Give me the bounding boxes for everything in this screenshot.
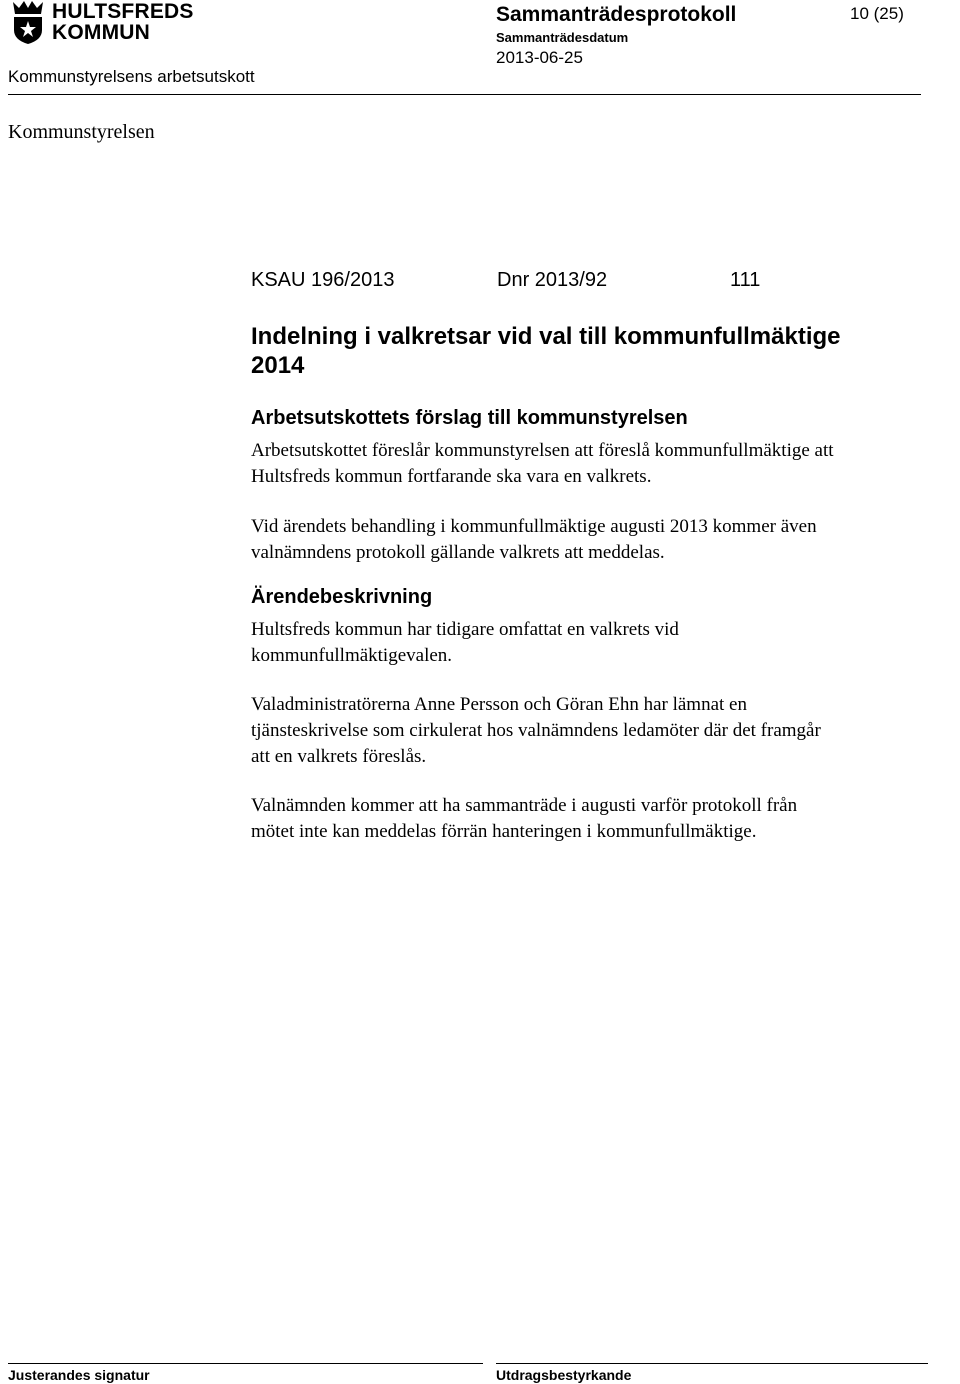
header-divider (8, 94, 921, 95)
ksau-number: KSAU 196/2013 (251, 269, 395, 291)
meeting-date: 2013-06-25 (496, 48, 583, 67)
case-title-line-2: 2014 (251, 352, 305, 379)
signature-label: Justerandes signatur (8, 1367, 150, 1383)
logo-line-2: KOMMUN (52, 21, 151, 44)
description-heading: Ärendebeskrivning (251, 586, 433, 608)
proposal-heading: Arbetsutskottets förslag till kommunstyrelsen (251, 407, 688, 429)
recipient-heading: Kommunstyrelsen (8, 121, 155, 143)
text-line: kommunfullmäktigevalen. (251, 645, 453, 666)
case-reference (251, 269, 760, 292)
case-title-line-1: Indelning i valkretsar vid val till kommunfullmäktige (251, 323, 841, 350)
logo-line-1: HULTSFREDS (52, 0, 194, 23)
document-title: Sammanträdesprotokoll (496, 3, 737, 26)
paragraph-proposal (251, 438, 941, 490)
paragraph-description (251, 617, 941, 669)
text-line: att en valkrets föreslås. (251, 746, 427, 767)
meeting-date-label: Sammanträdesdatum (496, 30, 629, 45)
text-line: Hultsfreds kommun fortfarande ska vara en valkrets. (251, 466, 652, 487)
page-number: 10 (25) (850, 4, 904, 23)
paragraph-number: 111 (730, 269, 761, 291)
text-line: valnämndens protokoll gällande valkrets att meddelas. (251, 542, 665, 563)
text-line: Valadministratörerna Anne Persson och Göran Ehn har lämnat en (251, 694, 747, 715)
text-line: Valnämnden kommer att ha sammanträde i augusti varför protokoll från (251, 795, 798, 816)
text-line: mötet inte kan meddelas förrän hanteringen i kommunfullmäktige. (251, 821, 757, 842)
paragraph-treatment (251, 514, 941, 566)
paragraph-administrators (251, 692, 941, 770)
crown-crest-icon (10, 0, 46, 44)
certification-rule (496, 1363, 928, 1364)
dnr-number: Dnr 2013/92 (497, 269, 608, 291)
text-line: Hultsfreds kommun har tidigare omfattat en valkrets vid (251, 619, 679, 640)
certification-label: Utdragsbestyrkande (496, 1367, 632, 1383)
signature-rule (8, 1363, 483, 1364)
text-line: Arbetsutskottet föreslår kommunstyrelsen att föreslå kommunfullmäktige att (251, 440, 834, 461)
paragraph-election-board (251, 793, 941, 845)
text-line: tjänsteskrivelse som cirkulerat hos valnämndens ledamöter där det framgår (251, 720, 821, 741)
municipality-logo (10, 0, 194, 44)
text-line: Vid ärendets behandling i kommunfullmäktige augusti 2013 kommer även (251, 516, 817, 537)
case-title (251, 322, 931, 380)
organ-name: Kommunstyrelsens arbetsutskott (8, 67, 255, 86)
